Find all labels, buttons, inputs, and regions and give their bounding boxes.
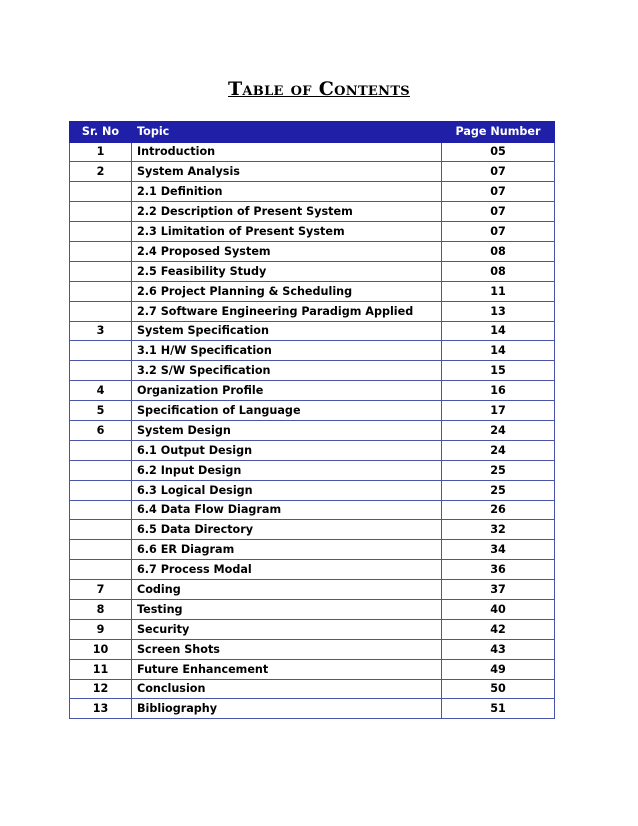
topic-cell: System Specification xyxy=(132,321,442,341)
topic-cell: 2.6 Project Planning & Scheduling xyxy=(132,281,442,301)
topic-cell: Organization Profile xyxy=(132,381,442,401)
topic-cell: 6.4 Data Flow Diagram xyxy=(132,500,442,520)
table-row xyxy=(70,619,555,639)
topic-cell: 2.4 Proposed System xyxy=(132,241,442,261)
page-number-cell: 34 xyxy=(442,540,555,560)
table-row xyxy=(70,381,555,401)
sr-no-cell: 10 xyxy=(70,639,132,659)
table-row xyxy=(70,520,555,540)
page-number-cell: 51 xyxy=(442,699,555,719)
page-number-cell: 14 xyxy=(442,341,555,361)
toc-header-row xyxy=(70,122,555,143)
table-row xyxy=(70,182,555,202)
table-row xyxy=(70,599,555,619)
sr-no-cell xyxy=(70,500,132,520)
table-row xyxy=(70,420,555,440)
topic-cell: 6.5 Data Directory xyxy=(132,520,442,540)
sr-no-cell: 11 xyxy=(70,659,132,679)
topic-cell: 2.1 Definition xyxy=(132,182,442,202)
table-row xyxy=(70,162,555,182)
page-number-cell: 26 xyxy=(442,500,555,520)
table-row xyxy=(70,241,555,261)
toc-body xyxy=(70,142,555,719)
sr-no-cell: 1 xyxy=(70,142,132,162)
page-number-cell: 37 xyxy=(442,580,555,600)
table-row xyxy=(70,659,555,679)
sr-no-cell xyxy=(70,460,132,480)
page-number-cell: 17 xyxy=(442,401,555,421)
sr-no-cell: 7 xyxy=(70,580,132,600)
topic-cell: Security xyxy=(132,619,442,639)
sr-no-cell: 13 xyxy=(70,699,132,719)
page-number-cell: 49 xyxy=(442,659,555,679)
topic-cell: 6.6 ER Diagram xyxy=(132,540,442,560)
page-number-cell: 07 xyxy=(442,222,555,242)
sr-no-cell xyxy=(70,301,132,321)
topic-cell: 6.3 Logical Design xyxy=(132,480,442,500)
topic-cell: Specification of Language xyxy=(132,401,442,421)
table-row xyxy=(70,699,555,719)
topic-cell: 6.7 Process Modal xyxy=(132,560,442,580)
sr-no-cell: 12 xyxy=(70,679,132,699)
topic-cell: Testing xyxy=(132,599,442,619)
sr-no-cell xyxy=(70,281,132,301)
sr-no-cell: 4 xyxy=(70,381,132,401)
page-number-cell: 24 xyxy=(442,420,555,440)
topic-cell: Screen Shots xyxy=(132,639,442,659)
table-row xyxy=(70,341,555,361)
page-title: Table of Contents xyxy=(227,78,410,100)
sr-no-cell xyxy=(70,261,132,281)
topic-cell: 2.3 Limitation of Present System xyxy=(132,222,442,242)
page-number-cell: 16 xyxy=(442,381,555,401)
sr-no-cell xyxy=(70,480,132,500)
sr-no-header: Sr. No xyxy=(70,122,132,143)
sr-no-cell xyxy=(70,241,132,261)
page-number-cell: 07 xyxy=(442,182,555,202)
sr-no-cell xyxy=(70,202,132,222)
topic-cell: Introduction xyxy=(132,142,442,162)
table-row xyxy=(70,401,555,421)
table-row xyxy=(70,679,555,699)
table-row xyxy=(70,440,555,460)
page-number-cell: 25 xyxy=(442,460,555,480)
topic-cell: 2.7 Software Engineering Paradigm Applied xyxy=(132,301,442,321)
page-number-cell: 14 xyxy=(442,321,555,341)
table-row xyxy=(70,321,555,341)
page-number-cell: 15 xyxy=(442,361,555,381)
table-row xyxy=(70,222,555,242)
table-row xyxy=(70,361,555,381)
sr-no-cell xyxy=(70,361,132,381)
table-row xyxy=(70,460,555,480)
page-number-cell: 32 xyxy=(442,520,555,540)
topic-cell: Coding xyxy=(132,580,442,600)
topic-cell: Future Enhancement xyxy=(132,659,442,679)
page-number-cell: 43 xyxy=(442,639,555,659)
topic-cell: 6.2 Input Design xyxy=(132,460,442,480)
sr-no-cell xyxy=(70,560,132,580)
sr-no-cell: 9 xyxy=(70,619,132,639)
page-number-header: Page Number xyxy=(442,122,555,143)
sr-no-cell: 5 xyxy=(70,401,132,421)
sr-no-cell xyxy=(70,341,132,361)
sr-no-cell xyxy=(70,222,132,242)
table-row xyxy=(70,281,555,301)
sr-no-cell xyxy=(70,182,132,202)
table-row xyxy=(70,480,555,500)
page-number-cell: 36 xyxy=(442,560,555,580)
topic-cell: System Analysis xyxy=(132,162,442,182)
table-row xyxy=(70,639,555,659)
topic-cell: 3.1 H/W Specification xyxy=(132,341,442,361)
topic-cell: 3.2 S/W Specification xyxy=(132,361,442,381)
sr-no-cell: 6 xyxy=(70,420,132,440)
page-number-cell: 07 xyxy=(442,162,555,182)
topic-cell: 2.2 Description of Present System xyxy=(132,202,442,222)
sr-no-cell xyxy=(70,520,132,540)
topic-cell: System Design xyxy=(132,420,442,440)
topic-header: Topic xyxy=(132,122,442,143)
table-row xyxy=(70,261,555,281)
page-number-cell: 24 xyxy=(442,440,555,460)
table-row xyxy=(70,500,555,520)
page-number-cell: 42 xyxy=(442,619,555,639)
page-number-cell: 05 xyxy=(442,142,555,162)
table-row xyxy=(70,301,555,321)
topic-cell: 2.5 Feasibility Study xyxy=(132,261,442,281)
page-number-cell: 07 xyxy=(442,202,555,222)
page-number-cell: 08 xyxy=(442,261,555,281)
sr-no-cell xyxy=(70,540,132,560)
page-number-cell: 25 xyxy=(442,480,555,500)
page-number-cell: 50 xyxy=(442,679,555,699)
sr-no-cell: 3 xyxy=(70,321,132,341)
page-number-cell: 08 xyxy=(442,241,555,261)
table-row xyxy=(70,580,555,600)
topic-cell: Conclusion xyxy=(132,679,442,699)
page-number-cell: 11 xyxy=(442,281,555,301)
table-row xyxy=(70,202,555,222)
table-row xyxy=(70,560,555,580)
toc-table xyxy=(69,121,555,719)
sr-no-cell: 2 xyxy=(70,162,132,182)
topic-cell: Bibliography xyxy=(132,699,442,719)
topic-cell: 6.1 Output Design xyxy=(132,440,442,460)
table-row xyxy=(70,142,555,162)
sr-no-cell: 8 xyxy=(70,599,132,619)
page-number-cell: 40 xyxy=(442,599,555,619)
sr-no-cell xyxy=(70,440,132,460)
table-row xyxy=(70,540,555,560)
page-number-cell: 13 xyxy=(442,301,555,321)
